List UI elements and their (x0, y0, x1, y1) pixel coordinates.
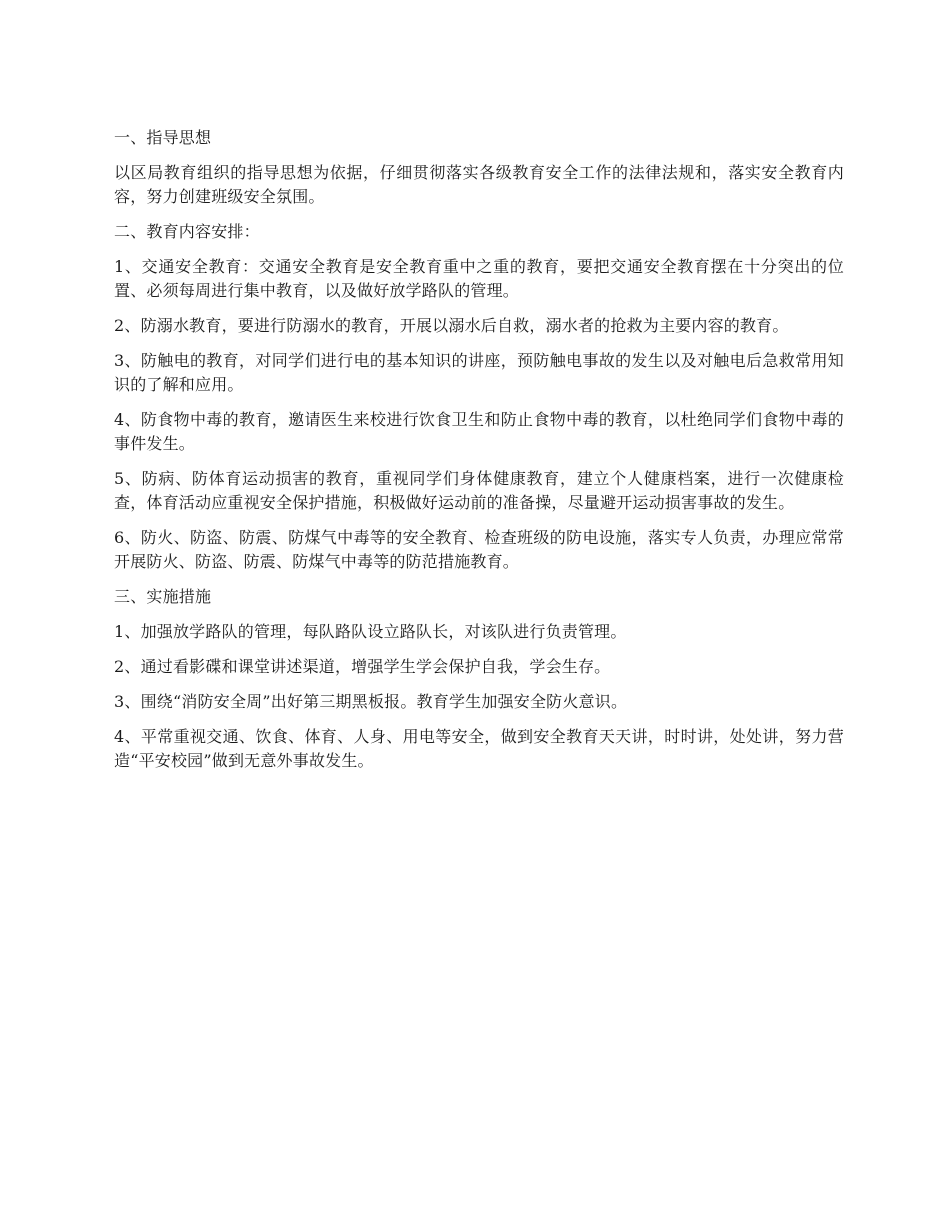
section-heading-education-content: 二、教育内容安排： (114, 222, 260, 241)
section-heading-measures: 三、实施措施 (114, 587, 212, 606)
paragraph-fire-theft-prevention: 6、防火、防盗、防震、防煤气中毒等的安全教育、检查班级的防电设施，落实专人负责，办理应常常开展防火、防盗、防震、防煤气中毒等的防范措施教育。 (114, 528, 844, 571)
paragraph-measure-3: 3、围绕“消防安全周”出好第三期黑板报。教育学生加强安全防火意识。 (114, 692, 628, 711)
paragraph-traffic-safety: 1、交通安全教育：交通安全教育是安全教育重中之重的教育，要把交通安全教育摆在十分突出的位置、必须每周进行集中教育，以及做好放学路队的管理。 (114, 257, 844, 300)
paragraph-drowning-prevention: 2、防溺水教育，要进行防溺水的教育，开展以溺水后自救，溺水者的抢救为主要内容的教育。 (114, 316, 789, 335)
paragraph-sports-injury-prevention: 5、防病、防体育运动损害的教育，重视同学们身体健康教育，建立个人健康档案，进行一次健康检查，体育活动应重视安全保护措施，积极做好运动前的准备操，尽量避开运动损害事故的发生。 (114, 469, 844, 512)
section-heading-guiding-ideology: 一、指导思想 (114, 128, 212, 147)
document-body (114, 126, 844, 784)
paragraph-food-poisoning-prevention: 4、防食物中毒的教育，邀请医生来校进行饮食卫生和防止食物中毒的教育，以杜绝同学们食物中毒的事件发生。 (114, 410, 844, 453)
paragraph-measure-4: 4、平常重视交通、饮食、体育、人身、用电等安全，做到安全教育天天讲，时时讲，处处讲，努力营造“平安校园”做到无意外事故发生。 (114, 727, 844, 770)
paragraph-measure-2: 2、通过看影碟和课堂讲述渠道，增强学生学会保护自我，学会生存。 (114, 657, 611, 676)
paragraph-guiding-ideology: 以区局教育组织的指导思想为依据，仔细贯彻落实各级教育安全工作的法律法规和，落实安全教育内容，努力创建班级安全氛围。 (114, 163, 844, 206)
paragraph-electric-shock-prevention: 3、防触电的教育，对同学们进行电的基本知识的讲座，预防触电事故的发生以及对触电后急救常用知识的了解和应用。 (114, 351, 844, 394)
paragraph-measure-1: 1、加强放学路队的管理，每队路队设立路队长，对该队进行负责管理。 (114, 622, 627, 641)
